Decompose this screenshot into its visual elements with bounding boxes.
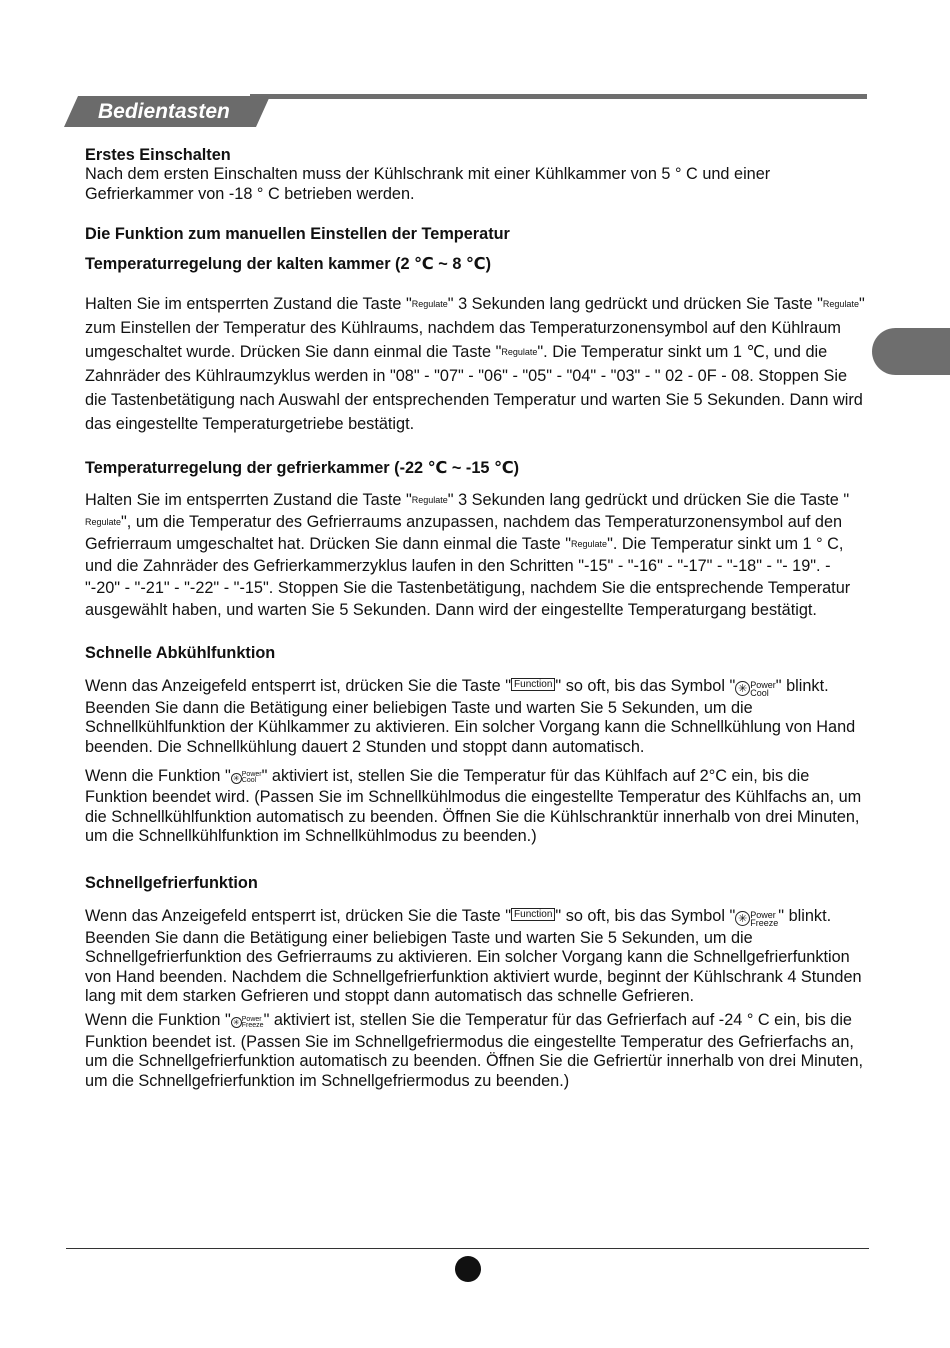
page-number-dot [455,1256,481,1282]
regulate-key-label: Regulate [411,299,448,310]
function-key-label: Function [511,908,555,921]
power-cool-symbol [735,679,776,699]
footer-rule [66,1248,869,1249]
power-freeze-label: Power Freeze [750,909,779,928]
snowflake-icon: ✳ [735,681,750,696]
paragraph-quick-freeze-1: Wenn das Anzeigefeld entsperrt ist, drücken Sie die Taste " Function " so oft, bis das Symbol " ✳ Power Freeze" blinkt. Beenden Sie dann die Betätigung einer beliebigen Taste und warten Sie 5 Sekunden, um die Schnellgefrierfunktion des Gefrierraums zu aktivieren. Ein solcher Vorgang kann die Schnellgefrierfunktion von Hand beenden. Nachdem die Schnellgefrierfunktion aktiviert wurde, beginnt der Kühlschrank 4 Stunden lang mit dem starken Gefrieren und stoppt dann automatisch das schnelle Gefrieren. [85,906,862,1006]
regulate-key-label: Regulate [501,347,538,358]
paragraph-quick-freeze-2: Wenn die Funktion " ✳ Power Freeze" aktiviert ist, stellen Sie die Temperatur für das Gefrierfach auf -24 ° C ein, bis die Funktion beendet ist. (Passen Sie im Schnellgefriermodus die eingestellte Temperatur des Gefrierfachs an, um die Schnellgefrierfunktion automatisch zu beenden. Öffnen Sie die Gefriertür innerhalb von drei Minuten, um die Schnellgefrierfunktion im Schnellgefriermodus zu beenden.) [85,1010,864,1090]
power-cool-label: Power Cool [241,771,262,785]
power-cool-symbol [231,769,262,789]
regulate-key-label: Regulate [411,495,448,506]
regulate-key-label: Regulate [85,517,122,528]
header-rule [250,94,867,99]
snowflake-icon: ✳ [231,773,242,784]
section-title: Bedientasten [98,100,230,123]
power-freeze-label: Power Freeze [241,1015,264,1029]
regulate-key-label: Regulate [822,299,859,310]
paragraph-erstes-einschalten: Nach dem ersten Einschalten muss der Kühlschrank mit einer Kühlkammer von 5 ° C und einer Gefrierkammer von -18 ° C betrieben werden. [85,165,771,203]
power-freeze-symbol [735,909,778,929]
regulate-key-label: Regulate [571,539,608,550]
paragraph-quick-cool-1: Wenn das Anzeigefeld entsperrt ist, drücken Sie die Taste " Function " so oft, bis das Symbol " ✳ Power Cool " blinkt. Beenden Sie dann die Betätigung einer beliebigen Taste und warten Sie 5 Sekunden, um die Schnellkühlfunktion der Kühlkammer zu aktivieren. Ein solcher Vorgang kann die Schnellkühlung von Hand beenden. Die Schnellkühlung dauert 2 Stunden und stoppt dann automatisch. [85,677,856,756]
paragraph-freezer-temperature: Halten Sie im entsperrten Zustand die Taste "Regulate" 3 Sekunden lang gedrückt und drücken Sie die Taste "Regulate", um die Temperatur des Gefrierraums anzupassen, nachdem das Temperaturzonensymbol auf den Gefrierraum umgeschaltet hat. Drücken Sie dann einmal die Taste "Regulate". Die Temperatur sinkt um 1 ° C, und die Zahnräder des Gefrierkammerzyklus laufen in den Schritten "-15" - "-16" - "-17" - "-18" - "- 19". - "-20" - "-21" - "-22" - "-15". Stoppen Sie die Tastenbetätigung, nachdem Sie die entsprechende Temperatur ausgewählt haben, und warten Sie 5 Sekunden. Dann wird der eingestellte Temperaturgang bestätigt. [85,491,851,620]
heading-quick-cool: Schnelle Abkühlfunktion [85,644,276,663]
paragraph-fridge-temperature: Halten Sie im entsperrten Zustand die Taste "Regulate" 3 Sekunden lang gedrückt und drücken Sie Taste "Regulate" zum Einstellen der Temperatur des Kühlraums, nachdem das Temperaturzonensymbol auf den Kühlraum umgeschaltet wurde. Drücken Sie dann einmal die Taste "Regulate". Die Temperatur sinkt um 1 ℃, und die Zahnräder des Kühlraumzyklus werden in "08" - "07" - "06" - "05" - "04" - "03" - " 02 - 0F - 08. Stoppen Sie die Tastenbetätigung nach Auswahl der entsprechenden Temperatur und warten Sie 5 Sekunden. Dann wird das eingestellte Temperaturgetriebe bestätigt. [85,295,865,434]
manual-content [85,145,865,1091]
heading-quick-freeze: Schnellgefrierfunktion [85,873,258,892]
power-cool-label: Power Cool [750,679,776,698]
heading-freezer-temperature: Temperaturregelung der gefrierkammer (-22 ℃ ~ -15 ℃) [85,459,520,478]
heading-erstes-einschalten: Erstes Einschalten [85,146,231,164]
heading-fridge-temperature: Temperaturregelung der kalten kammer (2 ℃ ~ 8 ℃) [85,255,492,274]
power-freeze-symbol [231,1013,264,1033]
snowflake-icon: ✳ [735,911,750,926]
chapter-side-tab [872,328,950,375]
paragraph-quick-cool-2: Wenn die Funktion " ✳ Power Cool " aktiviert ist, stellen Sie die Temperatur für das Kühlfach auf 2°C ein, bis die Funktion beendet wird. (Passen Sie im Schnellkühlmodus die eingestellte Temperatur des Kühlfachs an, um die Schnellkühlfunktion automatisch zu beenden. Öffnen Sie die Kühlschranktür innerhalb von drei Minuten, um die Schnellkühlfunktion im Schnellkühlmodus zu beenden.) [85,766,862,846]
function-key-label: Function [511,678,555,691]
heading-manual-temperature: Die Funktion zum manuellen Einstellen der Temperatur [85,225,510,244]
snowflake-icon: ✳ [231,1017,242,1028]
